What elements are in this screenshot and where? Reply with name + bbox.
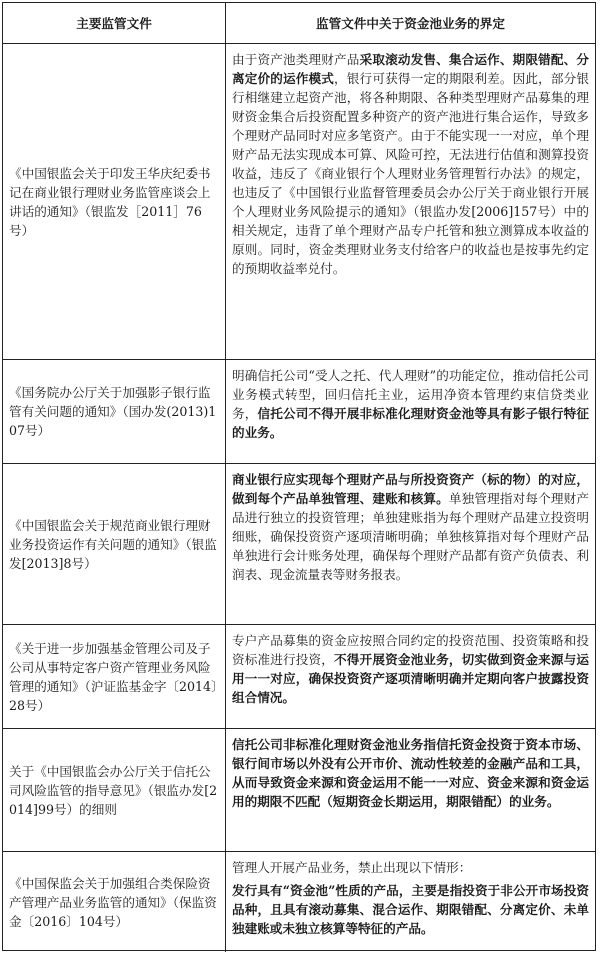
- body-text: 专户产品募集的资金应按照合同约定的投资范围、投资策略和投资标准进行投资，: [232, 633, 589, 667]
- emphasized-text: 信托公司不得开展非标准化理财资金池等具有影子银行特征的业务。: [232, 406, 590, 440]
- regulation-definition: [226, 360, 595, 463]
- regulation-definition: [226, 44, 595, 359]
- emphasized-text: 商业银行应实现每个理财产品与所投资资产（标的物）的对应，做到每个产品单独管理、建账和核算。: [232, 472, 589, 506]
- body-text: 明确信托公司“受人之托、代人理财”的功能定位，推动信托公司业务模式转型，回归信托主业，运用净资本管理约束信贷类业务，: [232, 368, 589, 421]
- document-title: 《国务院办公厅关于加强影子银行监管有关问题的通知》（国办发(2013)107号）: [9, 385, 217, 438]
- table-header-row: [3, 3, 595, 44]
- regulation-definition: [226, 464, 595, 624]
- definition-paragraph: [232, 858, 589, 877]
- body-text: 由于资产池类理财产品: [232, 52, 360, 67]
- document-title: 《关于进一步加强基金管理公司及子公司从事特定客户资产管理业务风险管理的通知》（沪证监基金字〔2014〕28号）: [9, 640, 218, 713]
- document-title: 《中国银监会关于印发王华庆纪委书记在商业银行理财业务监管座谈会上讲话的通知》（银监发［2011］76号）: [9, 165, 211, 238]
- definition-text: [232, 470, 589, 584]
- regulation-definition: [226, 625, 595, 728]
- definition-text: [232, 50, 589, 278]
- header-definition: 监管文件中关于资金池业务的界定: [316, 15, 505, 31]
- regulation-document: [3, 464, 226, 624]
- body-text: 管理人开展产品业务，禁止出现以下情形：: [232, 860, 472, 875]
- regulation-document: [3, 360, 226, 463]
- body-text: ，银行可获得一定的期限利差。因此，部分银行相继建立起资产池，将各种期限、各种类型理财产品募集的理财资金集合后投资配置多种资产的资产池进行集合运作，导致多个理财产品同时对应多笔资产。由于不能实现一一对应，单个理财产品无法实现成本可算、风险可控，无法进行估值和测算投资收益，违反了《商业银行个人理财业务管理暂行办法》的规定，也违反了《中国银行业监督管理委员会办公厅关于商业银行开展个人理财业务风险提示的通知》（银监办发[2006]157号）中的相关规定，违背了单个理财产品专户托管和独立测算成本收益的原则。同时，资金类理财业务支付给客户的收益也是按事先约定的预期收益率兑付。: [232, 71, 590, 276]
- body-text: 单独管理指对每个理财产品进行独立的投资管理；单独建账指为每个理财产品建立投资明细账，确保投资资产逐项清晰明确；单独核算指对每个理财产品单独进行会计账务处理，确保每个理财产品都有资产负债表、利润表、现金流量表等财务报表。: [232, 491, 590, 582]
- definition-text: [232, 631, 589, 707]
- emphasized-text: 发行具有“资金池”性质的产品，主要是指投资于非公开市场投资品种，且具有滚动募集、混合运作、期限错配、分离定价、未单独建账或未独立核算等特征的产品。: [232, 883, 589, 936]
- document-title: 《中国银监会关于规范商业银行理财业务投资运作有关问题的通知》（银监发[2013]8号）: [9, 517, 217, 571]
- regulation-document: [3, 44, 226, 359]
- emphasized-text: 采取滚动发售、集合运作、期限错配、分离定价的运作模式: [232, 52, 590, 86]
- definition-text: [232, 366, 589, 442]
- regulation-definition: [226, 729, 595, 851]
- regulation-table: [2, 2, 596, 951]
- document-title: 关于《中国银监会办公厅关于信托公司风险监管的指导意见》（银监办发[2014]99号）的细则: [9, 763, 218, 817]
- table-row: [3, 44, 595, 360]
- definition-paragraph: [232, 470, 589, 584]
- regulation-document: [3, 852, 226, 952]
- emphasized-text: 信托公司非标准化理财资金池业务指信托资金投资于资本市场、银行间市场以外没有公开市价、流动性较差的金融产品和工具，从而导致资金来源和资金运用不能一一对应、资金来源和资金运用的期限不匹配（短期资金长期运用，期限错配）的业务。: [232, 737, 589, 809]
- regulation-document: [3, 729, 226, 851]
- definition-paragraph: [232, 631, 589, 707]
- definition-paragraph: [232, 366, 589, 442]
- definition-text: [232, 735, 589, 811]
- header-main-documents: 主要监管文件: [3, 3, 226, 43]
- table-row: [3, 625, 595, 729]
- table-row: [3, 729, 595, 852]
- document-title: 《中国保监会关于加强组合类保险资产管理产品业务监管的通知》（保监资金〔2016〕104号）: [9, 875, 217, 929]
- emphasized-text: 不得开展资金池业务，切实做到资金来源与运用一一对应，确保投资资产逐项清晰明确并定期向客户披露投资组合情况。: [232, 652, 590, 705]
- definition-text: [232, 858, 589, 938]
- definition-paragraph: [232, 881, 589, 938]
- regulation-document: [3, 625, 226, 728]
- table-row: [3, 464, 595, 625]
- table-row: [3, 852, 595, 952]
- definition-paragraph: [232, 735, 589, 811]
- definition-paragraph: [232, 50, 589, 278]
- regulation-definition: [226, 852, 595, 952]
- table-row: [3, 360, 595, 464]
